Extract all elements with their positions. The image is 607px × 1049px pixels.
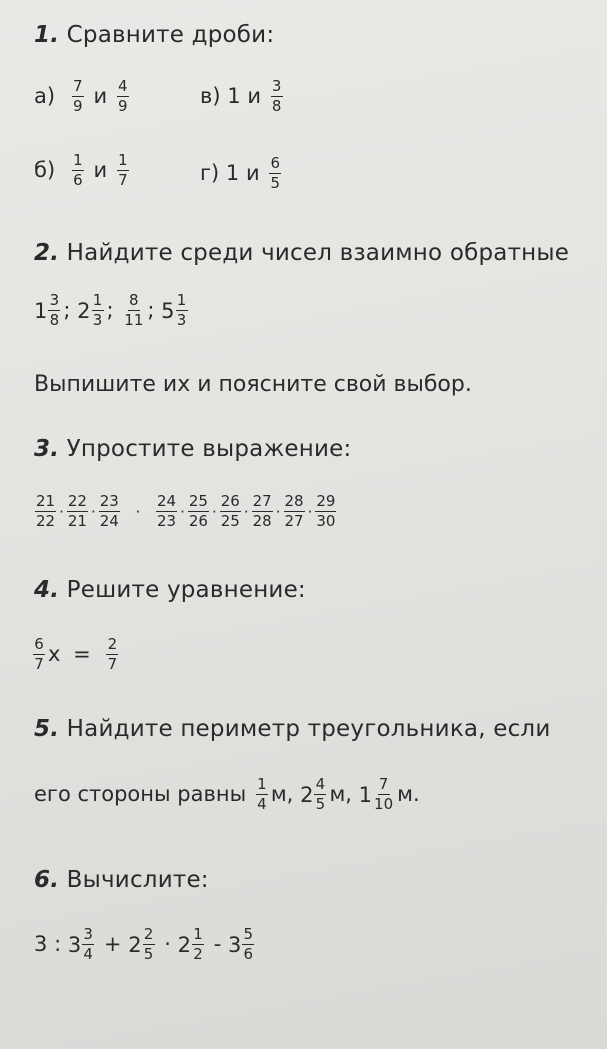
task5-title: Найдите периметр треугольника, если bbox=[66, 716, 551, 742]
task1-item-b bbox=[34, 152, 132, 190]
fraction bbox=[117, 78, 129, 116]
separator: ; bbox=[147, 297, 155, 322]
multiply-sign: · bbox=[180, 502, 185, 521]
task1-item-v bbox=[200, 78, 286, 116]
multiply-sign: · bbox=[90, 502, 96, 521]
fraction bbox=[373, 776, 394, 814]
numerator: 21 bbox=[35, 493, 56, 512]
item-b-label: б) bbox=[34, 157, 56, 182]
task4-number: 4. bbox=[34, 577, 60, 603]
task4-equation bbox=[30, 636, 121, 674]
multiply-sign: · bbox=[211, 502, 217, 521]
fraction bbox=[156, 493, 177, 531]
denominator: 4 bbox=[257, 795, 267, 814]
numerator: 2 bbox=[143, 926, 155, 945]
fraction bbox=[242, 926, 254, 964]
numerator: 1 bbox=[176, 292, 188, 311]
whole-number: 1 bbox=[227, 83, 241, 108]
whole-part: 2 bbox=[300, 782, 314, 807]
denominator: 5 bbox=[270, 174, 281, 193]
numerator: 4 bbox=[314, 776, 326, 795]
multiply-sign: · bbox=[59, 502, 64, 521]
denominator: 4 bbox=[83, 945, 93, 964]
separator: ; bbox=[63, 297, 71, 322]
fraction bbox=[188, 493, 209, 531]
numerator: 1 bbox=[117, 152, 129, 171]
whole-part: 2 bbox=[128, 932, 142, 957]
task3-title: Упростите выражение: bbox=[66, 436, 352, 462]
item-g-label: г) bbox=[200, 160, 220, 185]
fraction bbox=[99, 493, 120, 531]
task2-instruction: Выпишите их и поясните свой выбор. bbox=[34, 372, 472, 397]
conjunction: и bbox=[247, 83, 261, 108]
numerator: 3 bbox=[82, 926, 94, 945]
denominator: 25 bbox=[220, 512, 240, 531]
denominator: 7 bbox=[34, 655, 44, 674]
denominator: 7 bbox=[107, 655, 118, 674]
item-a-label: а) bbox=[34, 83, 56, 108]
fraction bbox=[106, 636, 118, 674]
task4-title: Решите уравнение: bbox=[66, 577, 306, 603]
numerator: 26 bbox=[220, 493, 241, 512]
denominator: 8 bbox=[49, 311, 60, 330]
task1-item-g bbox=[200, 155, 284, 193]
denominator: 22 bbox=[36, 512, 56, 531]
numerator: 1 bbox=[256, 776, 268, 795]
whole-number: 1 bbox=[225, 160, 240, 185]
denominator: 6 bbox=[73, 171, 83, 190]
task2-numbers bbox=[34, 292, 191, 330]
whole-part: 3 bbox=[67, 932, 82, 957]
denominator: 7 bbox=[118, 171, 128, 190]
denominator: 2 bbox=[193, 945, 203, 964]
conjunction: и bbox=[93, 157, 108, 182]
denominator: 3 bbox=[92, 311, 103, 330]
separator: ; bbox=[106, 297, 114, 322]
numerator: 1 bbox=[72, 152, 84, 171]
fraction bbox=[143, 926, 155, 964]
multiply-sign: · bbox=[307, 502, 313, 521]
whole-part: 1 bbox=[34, 298, 48, 323]
denominator: 23 bbox=[157, 512, 177, 531]
numerator: 3 bbox=[271, 78, 283, 97]
numerator: 1 bbox=[192, 926, 204, 945]
task6-number: 6. bbox=[34, 867, 60, 893]
whole-part: 3 bbox=[227, 932, 242, 957]
denominator: 5 bbox=[143, 945, 154, 964]
whole-part: 1 bbox=[358, 782, 373, 807]
task5-number: 5. bbox=[34, 716, 60, 742]
divide-sign: : bbox=[54, 931, 62, 956]
numerator: 1 bbox=[92, 292, 104, 311]
whole-part: 2 bbox=[177, 932, 191, 957]
fraction bbox=[252, 493, 273, 531]
task2-heading bbox=[34, 240, 569, 266]
multiply-sign: · bbox=[275, 502, 281, 521]
equals-sign: = bbox=[73, 641, 91, 666]
numerator: 7 bbox=[72, 78, 84, 97]
denominator: 28 bbox=[252, 512, 272, 531]
fraction bbox=[48, 292, 60, 330]
fraction bbox=[33, 636, 45, 674]
denominator: 9 bbox=[118, 97, 128, 116]
task3-heading bbox=[34, 436, 351, 462]
conjunction: и bbox=[93, 83, 108, 108]
task3-expression bbox=[34, 493, 337, 531]
numerator: 22 bbox=[67, 493, 88, 512]
denominator: 9 bbox=[72, 97, 83, 116]
whole-part: 5 bbox=[161, 298, 175, 323]
numerator: 6 bbox=[269, 155, 281, 174]
denominator: 6 bbox=[243, 945, 254, 964]
denominator: 11 bbox=[124, 311, 144, 330]
fraction bbox=[220, 493, 241, 531]
task5-sides bbox=[34, 776, 420, 814]
task1-heading bbox=[34, 22, 274, 48]
denominator: 21 bbox=[67, 512, 87, 531]
denominator: 27 bbox=[284, 512, 304, 531]
multiply-sign: · bbox=[243, 502, 249, 521]
numerator: 7 bbox=[378, 776, 390, 795]
denominator: 10 bbox=[374, 795, 394, 814]
variable: x bbox=[48, 641, 61, 666]
fraction bbox=[117, 152, 129, 190]
whole-number: 3 bbox=[34, 931, 48, 956]
numerator: 2 bbox=[106, 636, 118, 655]
task5-text: его стороны равны bbox=[34, 781, 247, 806]
fraction bbox=[67, 493, 88, 531]
fraction bbox=[314, 776, 326, 814]
fraction bbox=[256, 776, 268, 814]
numerator: 27 bbox=[252, 493, 273, 512]
fraction bbox=[271, 78, 283, 116]
unit: м, bbox=[329, 781, 352, 806]
task4-heading bbox=[34, 577, 306, 603]
whole-part: 2 bbox=[77, 298, 91, 323]
task1-title: Сравните дроби: bbox=[66, 22, 275, 48]
numerator: 25 bbox=[188, 493, 209, 512]
fraction bbox=[72, 78, 84, 116]
task6-title: Вычислите: bbox=[66, 867, 209, 893]
task5-heading bbox=[34, 716, 550, 742]
task1-number: 1. bbox=[34, 22, 60, 48]
fraction bbox=[176, 292, 188, 330]
fraction bbox=[192, 926, 204, 964]
task1-item-a bbox=[34, 78, 132, 116]
fraction bbox=[284, 493, 305, 531]
conjunction: и bbox=[245, 160, 260, 185]
fraction bbox=[35, 493, 56, 531]
numerator: 28 bbox=[284, 493, 305, 512]
multiply-sign: · bbox=[164, 931, 171, 956]
numerator: 4 bbox=[117, 78, 129, 97]
item-v-label: в) bbox=[200, 83, 221, 108]
denominator: 5 bbox=[315, 795, 326, 814]
fraction bbox=[72, 152, 84, 190]
task6-expression bbox=[34, 926, 257, 964]
denominator: 26 bbox=[188, 512, 208, 531]
denominator: 3 bbox=[176, 311, 187, 330]
fraction bbox=[315, 493, 336, 531]
numerator: 29 bbox=[315, 493, 336, 512]
unit: м. bbox=[397, 781, 420, 806]
fraction bbox=[92, 292, 104, 330]
minus-sign: - bbox=[213, 931, 222, 956]
numerator: 6 bbox=[33, 636, 45, 655]
numerator: 8 bbox=[128, 292, 140, 311]
denominator: 30 bbox=[316, 512, 336, 531]
numerator: 3 bbox=[48, 292, 60, 311]
task3-number: 3. bbox=[34, 436, 60, 462]
task6-heading bbox=[34, 867, 209, 893]
denominator: 8 bbox=[271, 97, 282, 116]
unit: м, bbox=[270, 781, 294, 806]
numerator: 5 bbox=[242, 926, 254, 945]
denominator: 24 bbox=[99, 512, 119, 531]
numerator: 23 bbox=[99, 493, 120, 512]
multiply-sign: · bbox=[135, 502, 141, 521]
task2-number: 2. bbox=[34, 240, 60, 266]
fraction bbox=[82, 926, 94, 964]
plus-sign: + bbox=[103, 931, 122, 956]
numerator: 24 bbox=[156, 493, 177, 512]
fraction bbox=[269, 155, 281, 193]
task2-title: Найдите среди чисел взаимно обратные bbox=[66, 240, 570, 266]
fraction bbox=[123, 292, 144, 330]
